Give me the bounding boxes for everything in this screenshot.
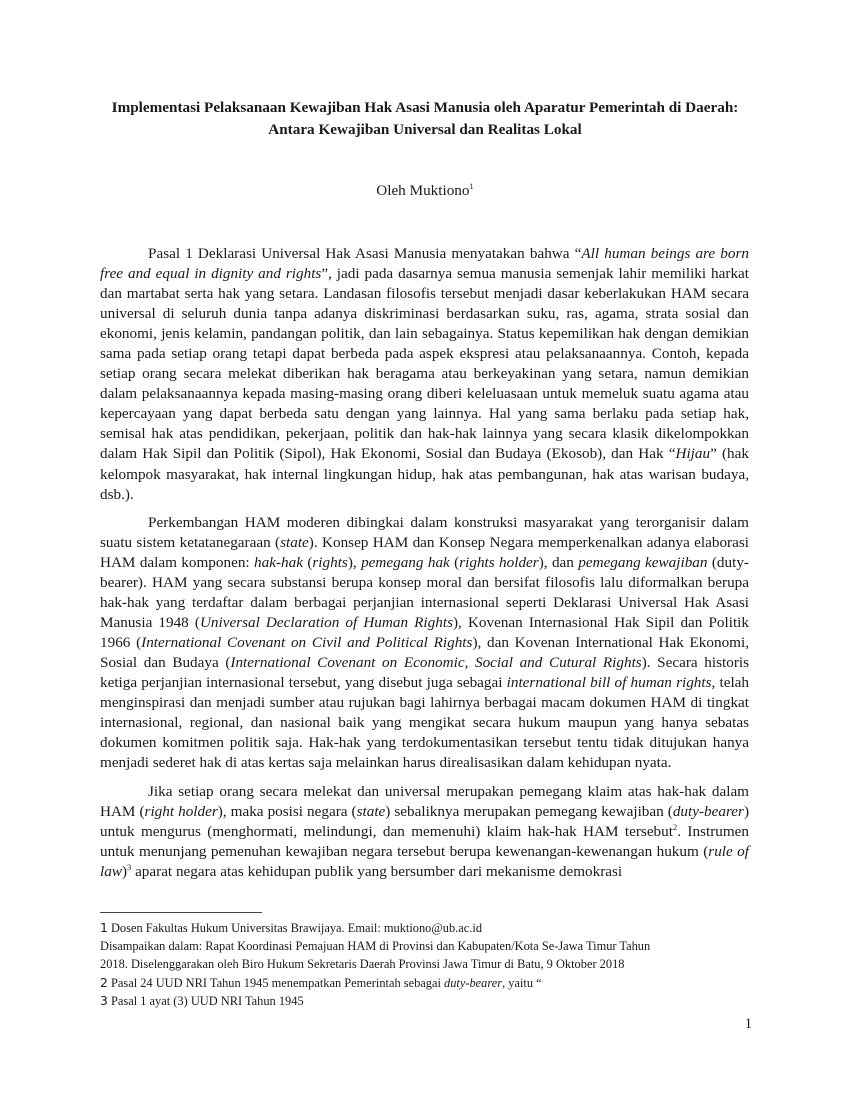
italic-text: hak-hak (254, 553, 303, 571)
italic-text: International Covenant on Civil and Political Rights (141, 634, 473, 652)
text-run: . Instrumen untuk menunjang pemenuhan kewajiban negara tersebut berupa kewenangan-kewenangan hukum ( (100, 822, 749, 860)
italic-text: state (280, 533, 309, 551)
text-run: ), dan Kovenan International Hak Ekonomi, Sosial dan Budaya ( (100, 634, 750, 672)
italic-text: Universal Declaration of Human Rights (199, 614, 453, 632)
italic-text: pemegang kewajiban (578, 553, 708, 571)
author-name: Oleh Muktiono (376, 182, 470, 199)
text-run: Jika setiap orang secara melekat dan universal merupakan pemegang klaim atas hak-hak dalam HAM ( (100, 782, 749, 820)
text-run: , telah menginspirasi dan menjadi sumber atau rujukan bagi lahirnya berbagai macam dokumen HAM di tingkat internasional, regional, dan nasional baik yang mengikat secara hukum maupun yang hanya sebatas dokumen komitmen politik saja. Hak-hak yang terdokumentasikan tersebut tentu tidak ditujukan hanya menjadi sederet hak di atas kertas saja melainkan harus direalisasikan dalam kehidupan nyata. (100, 674, 750, 772)
text-run: aparat negara atas kehidupan publik yang bersumber dari mekanisme demokrasi (131, 862, 623, 880)
italic-text: International Covenant on Economic, Social and Cutural Rights (230, 654, 642, 672)
text-run: ), (347, 553, 362, 571)
text-run: ), maka posisi negara ( (217, 802, 357, 820)
text-run: ) untuk mengurus (menghormati, melindungi, dan memenuhi) klaim hak-hak HAM tersebut (100, 802, 750, 840)
italic-text: right holder (144, 802, 218, 820)
footnote-line (100, 919, 750, 937)
italic-text: rights (312, 553, 348, 571)
text-run: ” (hak kelompok masyarakat, hak internal lingkungan hidup, hak atas pembangunan, hak atas warisan budaya, dsb.). (100, 445, 749, 503)
footnote-line (100, 955, 750, 973)
footnote-ref[interactable]: 3 (127, 861, 132, 872)
italic-text: international bill of human rights (506, 674, 712, 692)
footnote-number: 3 (100, 992, 108, 1008)
italic-text: Hijau (675, 445, 711, 463)
footnote-number: 2 (100, 974, 108, 990)
document-title (90, 97, 760, 141)
title-line-1: Implementasi Pelaksanaan Kewajiban Hak Asasi Manusia oleh Aparatur Pemerintah di Daerah: (111, 99, 739, 116)
footnote-text: Pasal 1 ayat (3) UUD NRI Tahun 1945 (107, 993, 304, 1008)
text-run: ) (121, 862, 128, 880)
italic-text: state (356, 802, 386, 820)
italic-text: duty-bearer (672, 802, 744, 820)
text-run: ). Secara historis ketiga perjanjian internasional tersebut, yang disebut juga sebagai (100, 654, 750, 692)
text-run: ( (302, 553, 313, 571)
footnote-text: Pasal 24 UUD NRI Tahun 1945 menempatkan Pemerintah sebagai (107, 975, 445, 990)
footnote-text: 2018. Diselenggarakan oleh Biro Hukum Sekretaris Daerah Provinsi Jawa Timur di Batu, 9 Oktober 2018 (100, 957, 625, 972)
footnotes (100, 919, 750, 1010)
author-line (100, 180, 750, 202)
footnote-line (100, 992, 750, 1010)
text-run: ), Kovenan Internasional Hak Sipil dan Politik 1966 ( (100, 614, 749, 652)
text-run: (duty-bearer). HAM yang secara substansi berupa konsep moral dan bersifat filosofis lalu diformalkan berupa hak-hak yang terdaftar dalam berbagai perjanjian internasional seperti Deklarasi Universal Hak Asasi Manusia 1948 ( (100, 553, 749, 632)
text-run: ”, jadi pada dasarnya semua manusia semenjak lahir memiliki harkat dan martabat serta hak yang setara. Landasan filosofis tersebut menjadi dasar keberlakukan HAM secara universal di seluruh dunia tanpa adanya diskriminasi berdasarkan suku, ras, agama, strata sosial dan ekonomi, jenis kelamin, pandangan politik, dan lain sebagainya. Status kepemilikan hak dengan demikian sama pada setiap orang tetapi dapat berbeda pada aspek ekspresi atau pelaksanaannya. Contoh, kepada setiap orang secara melekat diberikan hak beragama atau berkeyakinan yang setara, namun demikian dalam pelaksanaannya kepada masing-masing orang diberi keleluasaan untuk memeluk suatu agama atau kepercayaan yang dapat berbeda satu dengan yang lainnya. Hal yang sama berlaku pada setiap hak, semisal hak atas pendidikan, pekerjaan, politik dan hak-hak lainnya yang secara klasik dikelompokkan dalam Hak Sipil dan Politik (Sipol), Hak Ekonomi, Sosial dan Budaya (Ekosob), dan Hak “ (100, 265, 749, 463)
footnote-text: Dosen Fakultas Hukum Universitas Brawijaya. Email: muktiono@ub.ac.id (107, 921, 483, 935)
italic-text: pemegang hak (361, 553, 450, 571)
author-footnote-ref[interactable]: 1 (469, 180, 474, 191)
text-run: Pasal 1 Deklarasi Universal Hak Asasi Manusia menyatakan bahwa “ (148, 245, 582, 262)
text-run: ( (449, 553, 460, 571)
body-paragraph-2 (100, 513, 749, 774)
body-paragraph-1 (100, 244, 749, 505)
footnote-number: 1 (100, 920, 108, 935)
footnote-ref[interactable]: 2 (672, 821, 678, 832)
italic-text: rights holder (459, 553, 539, 571)
text-run: Perkembangan HAM moderen dibingkai dalam konstruksi masyarakat yang terorganisir dalam suatu sistem ketatanegaraan ( (100, 513, 749, 551)
footnote-italic: duty-bearer (444, 975, 503, 990)
title-line-2: Antara Kewajiban Universal dan Realitas Lokal (268, 121, 582, 138)
footnote-separator (100, 912, 262, 913)
text-run: ), dan (538, 553, 579, 571)
italic-text: All human beings are born free and equal in dignity and rights (100, 245, 749, 283)
text-run: ) sebaliknya merupakan pemegang kewajiban ( (385, 802, 673, 820)
footnote-text-after: , yaitu “ (502, 975, 542, 990)
footnote-line (100, 937, 750, 955)
text-run: ). Konsep HAM dan Konsep Negara memperkenalkan adanya elaborasi HAM dalam komponen: (100, 533, 749, 571)
page-number: 1 (744, 1016, 752, 1032)
body-text (100, 244, 749, 882)
footnote-text: Disampaikan dalam: Rapat Koordinasi Pemajuan HAM di Provinsi dan Kabupaten/Kota Se-Jawa Timur Tahun (100, 939, 651, 954)
body-paragraph-3 (100, 782, 749, 882)
footnote-line (100, 974, 750, 992)
italic-text: rule of law (100, 842, 749, 880)
